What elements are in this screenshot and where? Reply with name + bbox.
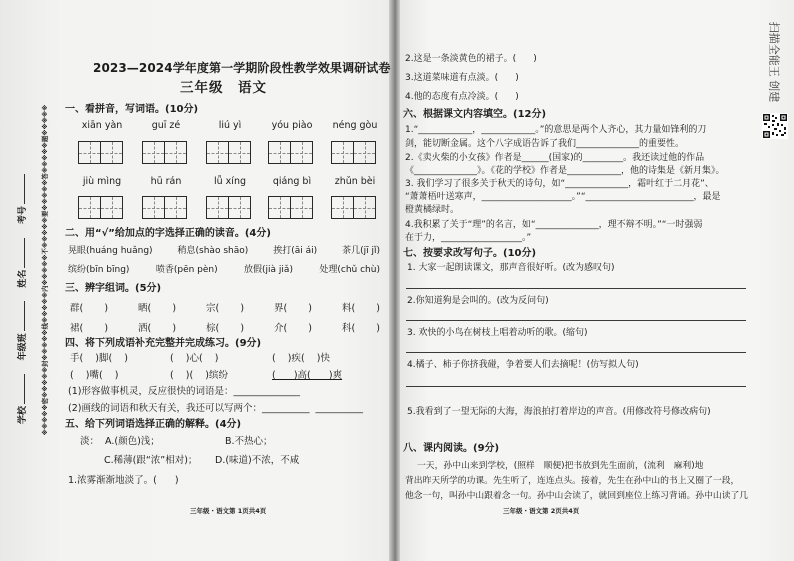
passage-line: 背出昨天所学的功课。先生听了，连连点头。接着，先生在孙中山的书上又圈了一段，: [405, 476, 740, 486]
exam-title: 2023—2024学年度第一学期阶段性教学效果调研试卷: [93, 61, 391, 75]
q4-sub-question: (2)画线的词语和秋天有关，我还可以写两个：__________ __________: [68, 403, 363, 414]
grid-cell: [331, 196, 354, 219]
pinyin-label: yóu piào: [271, 120, 313, 131]
pinyin-label: liú yì: [218, 120, 242, 131]
fill-in-line: 1.“____________，____________。”的意思是两个人齐心，其力量如锋利的刀: [405, 125, 707, 135]
pinyin-label: qiáng bì: [272, 176, 312, 187]
definition-option: D.(味道)不浓，不咸: [215, 455, 300, 466]
grid-cell: [78, 196, 101, 219]
definition-option: 淡： A.(颜色)浅；: [80, 436, 160, 447]
idiom-blank-underlined: ( )高( )爽: [272, 370, 343, 381]
word-blank: 洒( ): [137, 323, 177, 334]
grid-cell: [331, 141, 354, 164]
field-exam-number: [15, 174, 28, 224]
fill-in-line: 4.我积累了关于“理”的名言，如“______________，理不辩不明。”“一时强弱: [405, 220, 703, 230]
field-blank: [15, 238, 25, 268]
passage-line: 他念一句，叫孙中山跟着念一句。孙中山会读了，就回到座位上练习背诵。孙中山读了几: [405, 491, 749, 501]
page-footer: 三年级・语文第 1页共4页: [190, 507, 267, 515]
q6-heading: 六、根据课文内容填空。(12分): [403, 109, 547, 120]
grid-cell: [78, 141, 101, 164]
q5-heading: 五、给下列词语选择正确的解释。(4分): [65, 419, 242, 430]
page-fold: [389, 0, 400, 561]
passage-line: 一天，孙中山来到学校，(照样 顺便)把书放到先生面前，(流利 麻利)地: [417, 461, 704, 471]
word-blank: 介( ): [273, 323, 313, 334]
definition-item: 1.浓雾渐渐地淡了。( ): [68, 475, 179, 486]
writing-box: [142, 141, 187, 164]
rewrite-item: 2.你知道狗是会叫的。(改为反问句): [407, 296, 549, 306]
definition-item: 2.这是一条淡黄色的裙子。( ): [405, 54, 537, 64]
idiom-blank: ( )疾( )快: [272, 353, 330, 364]
fill-in-line: 2.《卖火柴的小女孩》作者是______(国家)的_________。我还读过他的作品: [405, 153, 705, 163]
pinyin-label: jiù mìng: [82, 176, 122, 187]
grid-cell: [206, 196, 229, 219]
grid-cell: [268, 141, 291, 164]
grid-cell: [229, 196, 251, 219]
reading-choice: 稍息(shào shāo): [177, 246, 249, 256]
writing-box: [206, 196, 251, 219]
grid-cell: [268, 196, 291, 219]
fill-in-line: 剑，能切断金属。这个八字成语告诉了我们______________的重要性。: [405, 139, 685, 149]
rewrite-item: 3. 欢快的小鸟在树枝上唱着动听的歌。(缩句): [407, 328, 588, 338]
writing-box: [331, 141, 376, 164]
q7-heading: 七、按要求改写句子。(10分): [403, 248, 537, 259]
word-blank: 晒( ): [137, 303, 177, 314]
pinyin-label: néng gòu: [332, 120, 378, 131]
grid-cell: [291, 141, 313, 164]
reading-choice: 处理(chǔ chù): [319, 265, 380, 275]
word-blank: 棕( ): [205, 323, 245, 334]
answer-line: [406, 352, 746, 353]
field-label: 考号: [18, 206, 28, 225]
writing-box: [331, 196, 376, 219]
answer-line: [406, 320, 746, 321]
grid-cell: [142, 141, 165, 164]
word-blank: 宗( ): [205, 303, 245, 314]
scanner-watermark: 扫描全能王 创建: [767, 21, 781, 103]
grid-cell: [165, 141, 187, 164]
q3-row: [70, 320, 380, 334]
definition-item: 3.这道菜味道有点淡。( ): [405, 73, 519, 83]
q2-row: [68, 243, 380, 256]
pinyin-label: lǚ xíng: [214, 176, 246, 187]
grid-cell: [101, 141, 123, 164]
fill-in-line: 《______________》。《花的学校》作者是____________，他的诗集是《新月集》。: [405, 166, 725, 176]
q3-heading: 三、辨字组词。(5分): [65, 283, 162, 294]
field-label: 年级班: [18, 333, 28, 361]
field-class: [15, 301, 28, 360]
word-blank: 界( ): [273, 303, 313, 314]
grid-cell: [291, 196, 313, 219]
word-blank: 群( ): [70, 303, 109, 314]
field-label: 学校: [18, 405, 28, 424]
qr-code: [762, 113, 788, 139]
q2-row: [68, 262, 380, 275]
page-footer: 三年级・语文第 2页共4页: [503, 507, 580, 515]
rewrite-item: 4.橘子、柿子你挤我碰，争着要人们去摘呢！(仿写拟人句): [407, 360, 639, 370]
pinyin-label: hū rán: [150, 176, 182, 187]
pinyin-label: guī zé: [151, 120, 181, 131]
writing-box: [142, 196, 187, 219]
answer-line: [406, 386, 746, 387]
rewrite-item: 5.我看到了一望无际的大海，海浪拍打着岸边的声音。(用修改符号修改病句): [407, 407, 711, 417]
q4-sub-question: (1)形容做事机灵，反应很快的词语是：______________: [68, 386, 300, 397]
reading-choice: 缤纷(bīn bīng): [68, 265, 130, 275]
definition-item: 4.他的态度有点冷淡。( ): [405, 92, 519, 102]
fill-in-line: “萧萧梧叶送寒声，____________________。”“________________________，最是: [405, 192, 721, 202]
writing-box: [78, 196, 123, 219]
field-name: [15, 238, 28, 288]
reading-choice: 晃眼(huáng huǎng): [68, 246, 153, 256]
fill-in-line: 3. 我们学习了很多关于秋天的诗句，如“______________，霜叶红于二月花”、: [405, 179, 714, 189]
reading-choice: 喷香(pēn pèn): [155, 265, 218, 275]
idiom-blank: ( )嘴( ): [70, 370, 119, 381]
rewrite-item: 1. 大家一起朗读课文，那声音很好听。(改为感叹句): [407, 263, 615, 273]
field-school: [15, 374, 28, 424]
field-blank: [15, 374, 25, 404]
word-blank: 料( ): [341, 303, 380, 314]
definition-option: C.稀薄(跟“浓”相对)；: [104, 455, 198, 466]
grid-cell: [142, 196, 165, 219]
field-label: 姓名: [18, 269, 28, 288]
writing-box: [268, 196, 313, 219]
pinyin-label: xiān yàn: [81, 120, 123, 131]
idiom-blank: 手( )脚( ): [70, 353, 128, 364]
q4-heading: 四、将下列成语补充完整并完成练习。(9分): [65, 338, 262, 349]
word-blank: 裙( ): [70, 323, 109, 334]
q2-heading: 二、用“√”给加点的字选择正确的读音。(4分): [65, 228, 271, 239]
idiom-blank: ( )心( ): [170, 353, 219, 364]
exam-subtitle: 三年级 语文: [180, 80, 267, 96]
grid-cell: [165, 196, 187, 219]
q3-row: [70, 300, 380, 314]
fill-in-line: 橙黄橘绿时。: [405, 205, 460, 215]
definition-option: B.不热心；: [225, 436, 273, 447]
seal-line: ※※※※※密※※※※※封※※※※※线※※※※※内※※※※※不※※※※※要※※※※※答※※※※※题※※※※※: [41, 104, 49, 436]
fill-in-line: 在于力，__________________。”: [405, 233, 532, 243]
writing-box: [78, 141, 123, 164]
grid-cell: [206, 141, 229, 164]
grid-cell: [229, 141, 251, 164]
writing-box: [268, 141, 313, 164]
idiom-blank: ( )( )缤纷: [170, 370, 228, 381]
grid-cell: [354, 196, 376, 219]
grid-cell: [101, 196, 123, 219]
word-blank: 科( ): [341, 323, 380, 334]
field-blank: [15, 174, 25, 204]
grid-cell: [354, 141, 376, 164]
writing-box: [206, 141, 251, 164]
q8-heading: 八、课内阅读。(9分): [403, 443, 500, 454]
pinyin-label: zhǔn bèi: [334, 176, 376, 187]
reading-choice: 挨打(āi ái): [273, 246, 318, 256]
answer-line: [406, 288, 746, 289]
student-info-fields: [14, 174, 28, 424]
reading-choice: 放假(jià jiǎ): [244, 265, 293, 275]
reading-choice: 茶几(jī jǐ): [342, 246, 380, 256]
field-blank: [15, 301, 25, 331]
q1-heading: 一、看拼音，写词语。(10分): [65, 104, 199, 115]
